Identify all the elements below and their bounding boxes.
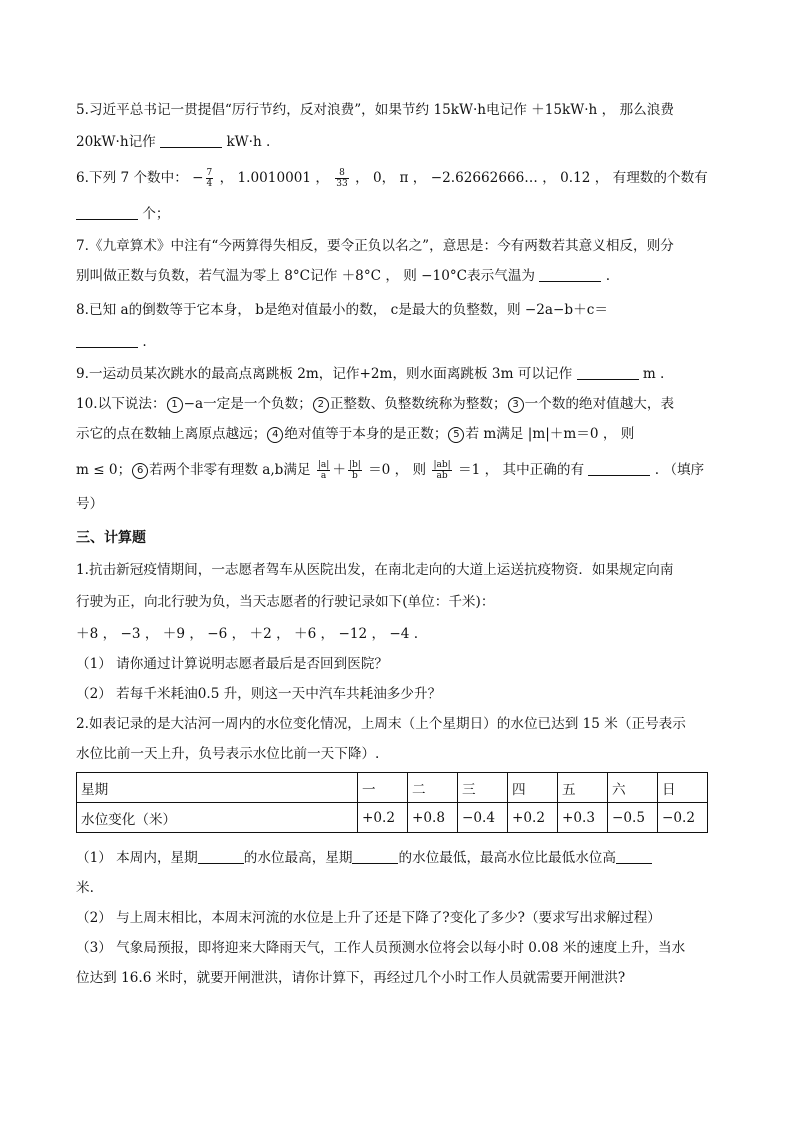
- section-heading: 三、计算题: [76, 530, 146, 546]
- p2-line-1: 2.如表记录的是大沽河一周内的水位变化情况，上周末（上个星期日）的水位已达到 15 米（正号表示: [76, 716, 686, 732]
- q5-text-b: 20kW·h记作: [76, 134, 156, 150]
- q8-line-2: [76, 332, 147, 352]
- q10-line3-lead: m ≤ 0；: [76, 462, 132, 478]
- q8-text-a: 8.已知 a的倒数等于它本身， b是绝对值最小的数， c是最大的负整数，则 −2a−b＋c＝: [76, 302, 608, 318]
- table-cell: +0.3: [558, 803, 608, 833]
- p2-blank-difference[interactable]: [616, 849, 652, 864]
- p2-s1b: 的水位最高，星期: [243, 850, 353, 866]
- circled-number-2: 2: [313, 397, 329, 413]
- table-header-cell: 三: [458, 773, 508, 803]
- fraction-abs-a-over-a: [317, 460, 330, 481]
- table-cell: 水位变化（米）: [77, 803, 358, 833]
- q9-text-a: 9.一运动员某次跳水的最高点离跳板 2m，记作+2m，则水面离跳板 3m 可以记作: [76, 366, 573, 382]
- q7-text-b: 别叫做正数与负数，若气温为零上 8°C记作 ＋8°C ， 则 −10°C表示气温为: [76, 268, 536, 284]
- q5-answer-blank[interactable]: [160, 133, 222, 148]
- p2-blank-lowest-day[interactable]: [352, 849, 398, 864]
- frac-b-den: b: [351, 471, 358, 481]
- table-cell: +0.8: [408, 803, 458, 833]
- p1-subquestion-2: （2） 若每千米耗油0.5 升，则这一天中汽车共耗油多少升？: [76, 686, 442, 702]
- table-row: [77, 803, 708, 833]
- q10-plus: ＋: [332, 462, 346, 478]
- q6-frac2-num: 8: [335, 168, 348, 179]
- table-header-cell: 一: [358, 773, 408, 803]
- p2-subquestion-3a: （3） 气象局预报，即将迎来大降雨天气，工作人员预测水位将会以每小时 0.08 米的速度上升，当水: [76, 940, 686, 956]
- q7-line-2: [76, 266, 610, 286]
- q6-frac1-num: 7: [206, 168, 213, 178]
- table-cell: −0.2: [658, 803, 708, 833]
- p2-line-2: 水位比前一天上升，负号表示水位比前一天下降）.: [76, 746, 380, 762]
- table-row: [77, 773, 708, 803]
- q10-line-4: [76, 494, 103, 514]
- table-header-cell: 星期: [77, 773, 358, 803]
- q6-fraction-1: [206, 168, 214, 189]
- q5-text-a: 5.习近平总书记一贯提倡“厉行节约，反对浪费”，如果节约 15kW·h电记作 ＋15kW·h ， 那么浪费: [76, 102, 674, 118]
- q8-text-b: .: [142, 334, 147, 350]
- q7-text-a: 7.《九章算术》中注有“今两算得失相反，要令正负以名之”，意思是：今有两数若其意义相反，则分: [76, 238, 674, 254]
- table-header-cell: 四: [508, 773, 558, 803]
- table-header-cell: 六: [608, 773, 658, 803]
- circled-number-4: 4: [267, 427, 283, 443]
- circled-number-5: 5: [448, 427, 464, 443]
- q9-answer-blank[interactable]: [577, 365, 639, 380]
- q6-lead: 6.下列 7 个数中：: [76, 170, 188, 186]
- frac-b-num: |b|: [348, 460, 361, 470]
- q10-statement-3: 一个数的绝对值越大，表: [524, 396, 675, 412]
- fraction-abs-b-over-b: [348, 460, 362, 481]
- q6-answer-blank[interactable]: [76, 205, 138, 220]
- q6-value-2: 1.0010001 ，: [237, 170, 329, 186]
- table-cell: +0.2: [358, 803, 408, 833]
- q9-line: [76, 364, 664, 384]
- table-header-cell: 日: [658, 773, 708, 803]
- q7-text-c: .: [605, 268, 611, 284]
- table-cell: −0.5: [608, 803, 658, 833]
- p2-s1a: （1） 本周内，星期: [76, 850, 198, 866]
- q8-line-1: [76, 300, 608, 320]
- q10-line-1: [76, 394, 674, 414]
- q10-statement-6c: ＝1 ， 其中正确的有: [458, 462, 585, 478]
- q7-answer-blank[interactable]: [539, 267, 601, 282]
- q6-fraction-2: [335, 168, 348, 189]
- p2-blank-highest-day[interactable]: [198, 849, 244, 864]
- q8-answer-blank[interactable]: [76, 333, 138, 348]
- p1-subquestion-1: （1） 请你通过计算说明志愿者最后是否回到医院？: [76, 656, 389, 672]
- q5-text-c: kW·h .: [226, 134, 271, 150]
- circled-number-1: 1: [167, 397, 183, 413]
- p2-s1c: 的水位最低，最高水位比最低水位高: [398, 850, 616, 866]
- q10-line-3: [76, 460, 704, 481]
- frac-a-den: a: [320, 471, 327, 481]
- p2-subquestion-3b: 位达到 16.6 米时，就要开闸泄洪，请你计算下，再经过几个小时工作人员就需要开闸泄洪?: [76, 970, 626, 986]
- q6-line-2: [76, 204, 170, 224]
- q9-text-b: m .: [642, 366, 665, 382]
- p2-subquestion-2: （2） 与上周末相比，本周末河流的水位是上升了还是下降了?变化了多少?（要求写出求解过程）: [76, 910, 661, 926]
- table-cell: +0.2: [508, 803, 558, 833]
- frac-a-num: |a|: [317, 460, 330, 470]
- q6-end: 个；: [142, 206, 170, 222]
- fraction-abs-ab-over-ab: [432, 460, 451, 481]
- p2-subquestion-1-end: 米.: [76, 880, 94, 896]
- q10-statement-6a: 若两个非零有理数 a,b满足: [149, 462, 311, 478]
- frac-ab-den: ab: [436, 471, 448, 481]
- table-cell: −0.4: [458, 803, 508, 833]
- circled-number-3: 3: [508, 397, 524, 413]
- q10-statement-1: −a一定是一个负数；: [183, 396, 312, 412]
- table-header-cell: 五: [558, 773, 608, 803]
- q10-end: 号）: [76, 496, 104, 512]
- q6-frac1-sign: −: [192, 170, 204, 186]
- p1-line-2: 行驶为正，向北行驶为负，当天志愿者的行驶记录如下(单位：千米)：: [76, 594, 495, 610]
- q6-frac2-den: 33: [336, 179, 348, 189]
- q10-statement-6b: ＝0 ， 则: [368, 462, 427, 478]
- q7-line-1: [76, 236, 674, 256]
- q10-line2-lead: 示它的点在数轴上离原点越远；: [76, 426, 267, 442]
- q10-statement-5: 若 m满足 |m|＋m＝0 ， 则: [465, 426, 635, 442]
- q10-statement-2: 正整数、负整数统称为整数；: [329, 396, 507, 412]
- circled-number-6: 6: [132, 463, 148, 479]
- p2-subquestion-1: [76, 848, 652, 868]
- q10-answer-blank[interactable]: [588, 461, 650, 476]
- q6-line-1: [76, 168, 708, 189]
- table-header-cell: 二: [408, 773, 458, 803]
- q10-line-2: [76, 424, 634, 444]
- q6-sep: ，: [219, 170, 234, 186]
- q5-line-1: [76, 100, 674, 120]
- q5-line-2: [76, 132, 270, 152]
- p1-line-1: 1.抗击新冠疫情期间，一志愿者驾车从医院出发，在南北走向的大道上运送抗疫物资．如果规定向南: [76, 562, 674, 578]
- frac-ab-num: |ab|: [433, 460, 451, 470]
- q10-tail: . （填序: [654, 462, 705, 478]
- q6-rest: ， 0， π ， −2.62662666… ， 0.12̇ ， 有理数的个数有: [355, 170, 708, 186]
- q10-statement-4: 绝对值等于本身的是正数；: [284, 426, 448, 442]
- q10-lead: 10.以下说法：: [76, 396, 166, 412]
- p1-record: ＋8 ， −3 ， ＋9 ， −6 ， ＋2 ， ＋6 ， −12 ， −4 .: [76, 626, 419, 642]
- water-level-table: [76, 772, 708, 833]
- q6-frac1-den: 4: [206, 179, 213, 189]
